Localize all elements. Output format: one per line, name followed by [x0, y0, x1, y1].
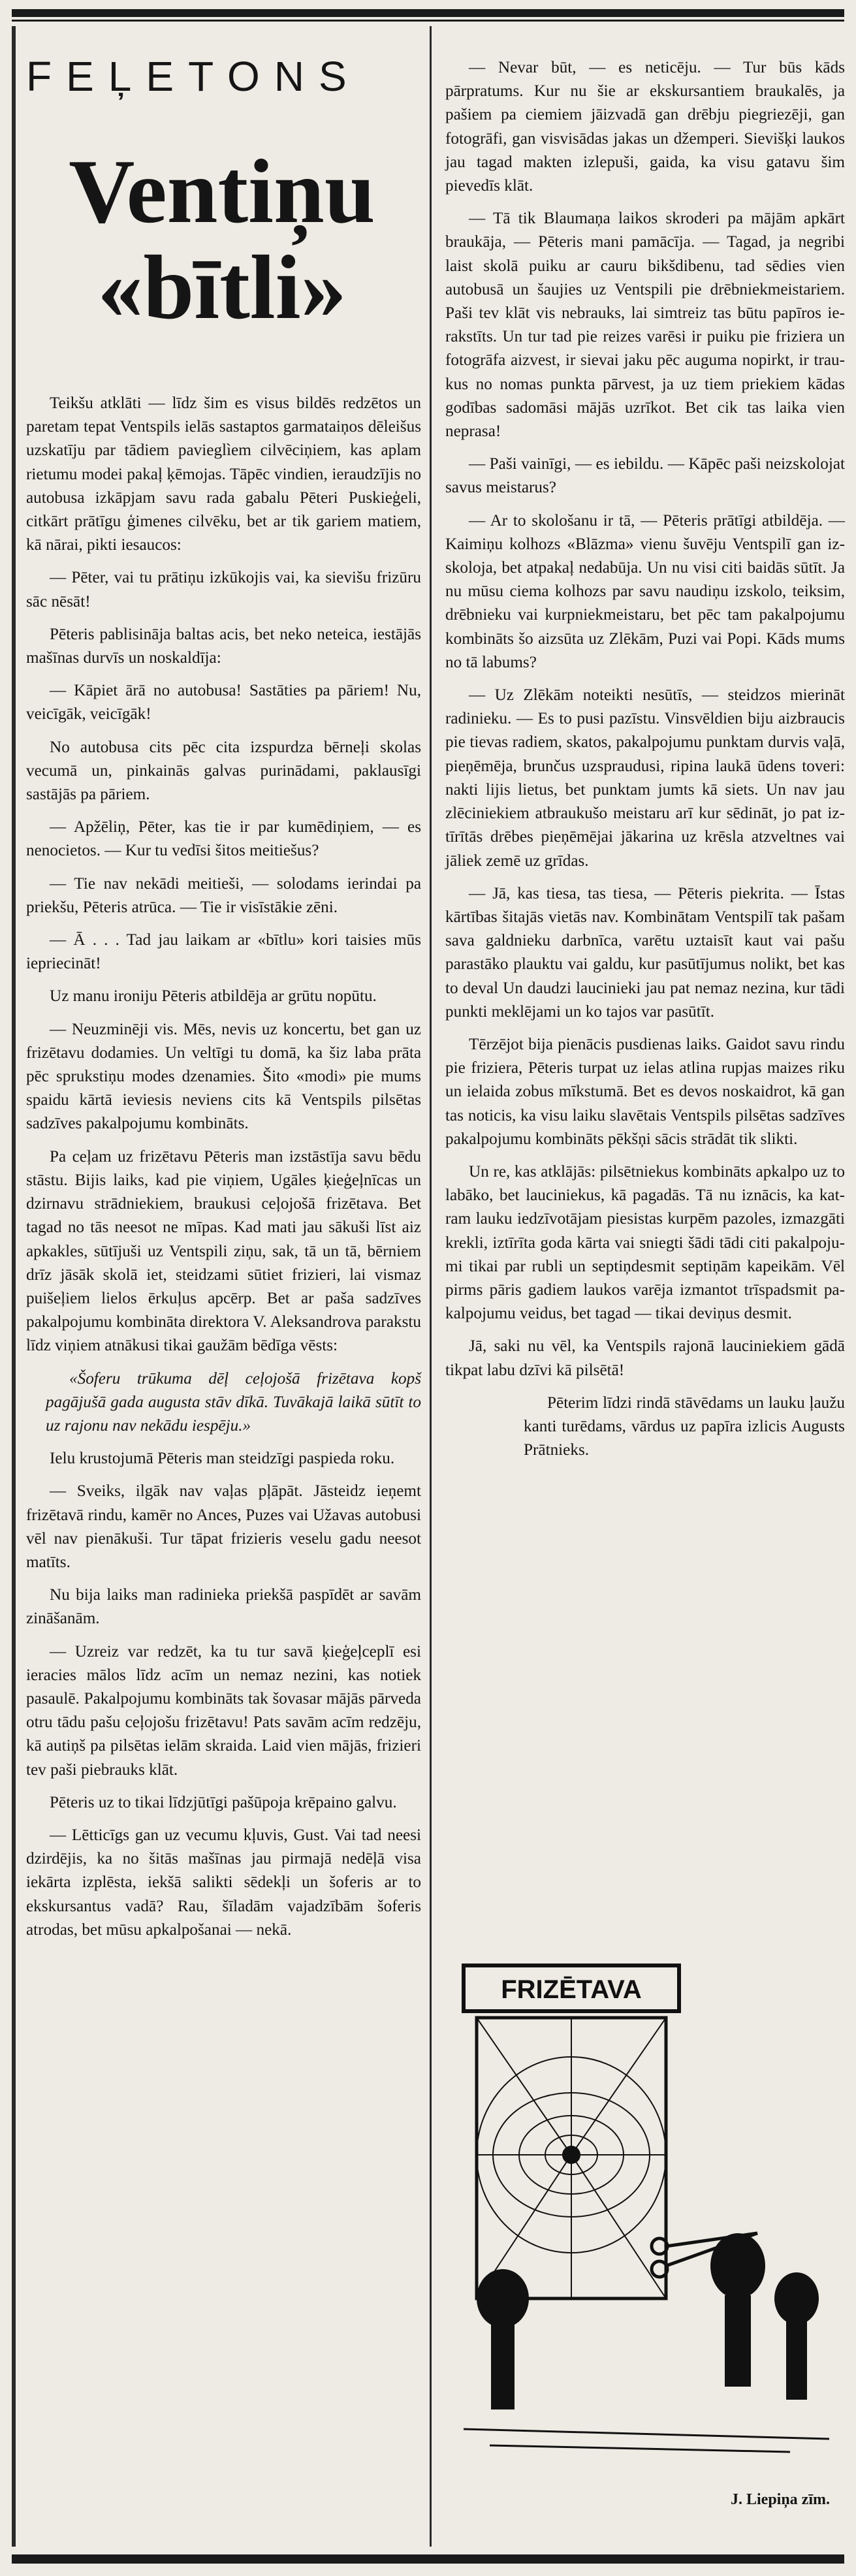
paragraph: Uz manu ironiju Pēteris atbildēja ar grūtu nopūtu.: [50, 987, 377, 1006]
column-divider: [430, 26, 432, 2547]
paragraph: — Lētticīgs gan uz vecumu kļuvis, Gust. Vai tad neesi dzirdējis, ka no šitās mašīnas jau pirmajā nedēļā visa iekārta izplēsta, iekšā salikti sēdekļi un šoferis ar to ekskursantus vadā? Rau, šīladām vajadzībām šoferis atrodas, bet mūsu apkalpošanai — nekā.: [26, 1826, 421, 1939]
right-column: [445, 56, 845, 1471]
paragraph: — Uz Zlēkām noteikti nesūtīs, — steidzos mierināt radinieku. — Es to pusi pazīstu. Vinsvēldien biju aizbraucis pie tievas radiem, skatos, pakalpojumu punktam durvis vaļā, pieņēmēja, brunčus uzspraudusi, ripina laukā ūdens toveri: nakti lijis lietus, bet punktam jumts kā siets. Un nav jau zlēciniekiem atbraukušo meistaru arī kur sēdināt, jo pat iztīrītās drēbes pieņēmējai jākarina uz krēsla atzveltnes vai jāliek zemē uz grīdas.: [445, 686, 845, 870]
title-line-1: Ventiņu: [69, 141, 375, 242]
frizetava-illustration: [451, 1959, 842, 2468]
paragraph: — Ar to skološanu ir tā, — Pēteris prātīgi atbildēja. — Kaimiņu kolhozs «Blāzma» vienu šuvēju Ventspilī gan izskoloja, bet atpakaļ nedabūja. Un nu visi citi baidās sūtīt. Ja nu mūsu ciema kolhozs par savu naudiņu izskolo, teiksim, drēbnieku vai kurpniekmeistaru, bet pēc tam pakalpojumu kombināts šo aizsūta uz Zlēkām, Puzi vai Popi. Kāds mums no tā labums?: [445, 511, 845, 671]
paragraph: — Nevar būt, — es neticēju. — Tur būs kāds pārpratums. Kur nu šie ar ekskursantiem braukalēs, ja pašiem pa ciemiem jāizvadā gan drēbju piegriezēji, gan fotogrāfi, gan visvisādas jakas un džemperi. Sievišķi laukos jau tagad makten izlepuši, gaida, ka visu gatavu šim pievedīs klāt.: [445, 59, 845, 195]
author-signoff: Pēterim līdzi rindā stāvēdams un lauku ļaužu kanti turēdams, vārdus uz papīra izlicis Augusts Prātnieks.: [524, 1393, 845, 1459]
paragraph: — Sveiks, ilgāk nav vaļas pļāpāt. Jāsteidz ieņemt frizētavā rindu, kamēr no Ances, Puzes vai Užavas autobusi vēl nav pienākuši. Tur tāpat frizieris veselu gadu neesot matīts.: [26, 1482, 421, 1571]
paragraph: Nu bija laiks man radinieka priekšā paspīdēt ar savām zināšanām.: [26, 1586, 421, 1628]
paragraph: Un re, kas atklājās: pilsētniekus kombināts apkalpo uz to labāko, bet lauciniekus, kā pagadās. Tā nu iznācis, ka katram lauku iedzīvotājam piesistas kurpēm pazoles, izmazgāti krekli, iztīrīta goda kārta vai sniegti šādi tādi citi pakalpojumi tikai par rubli un septiņdesmit septiņām kapeikām. Vēl pirms pāris gadiem laukos varēja izmantot trīspadsmit pakalpojumu veidus, bet tagad — tikai deviņus desmit.: [445, 1162, 845, 1323]
paragraph: Pēteris pablisināja baltas acis, bet neko neteica, iestājās mašīnas durvīs un noskaldīja:: [26, 625, 421, 667]
paragraph: Tērzējot bija pienācis pusdienas laiks. Gaidot savu rindu pie friziera, Pēteris turpat uz ielas atlina rupjas maizes riku un ielaida zobus mīkstumā. Bet es devos noskaidrot, kā gan tas noticis, ka visu laiku slavētais Ventspils pilsētas sadzīves pakalpojumu kombināts pēkšņi sācis strādāt tik slikti.: [445, 1035, 845, 1148]
paragraph: — Neuzminēji vis. Mēs, nevis uz koncertu, bet gan uz frizētavu dodamies. Un veltīgi tu domā, ka šiz laba prāta pēc sprukstiņu modes dzenamies. Šito «modi» pie mums spaidu kārtā ieviesis neviens cits kā Ventspils pilsētas sadzīves pakalpojumu kombināts.: [26, 1020, 421, 1133]
paragraph: Jā, saki nu vēl, ka Ventspils rajonā lauciniekiem gādā tikpat labu dzīvi kā pilsētā!: [445, 1337, 845, 1379]
paragraph: — Paši vainīgi, — es iebildu. — Kāpēc paši neizskolojat savus meistarus?: [445, 455, 845, 497]
paragraph: — Kāpiet ārā no autobusa! Sastāties pa pāriem! Nu, veicīgāk, veicīgāk!: [26, 682, 421, 724]
paragraph: — Ā . . . Tad jau laikam ar «bītlu» kori taisies mūs iepriecināt!: [26, 931, 421, 973]
paragraph: — Jā, kas tiesa, tas tiesa, — Pēteris piekrita. — Īstas kārtības šitajās vietās nav. Kombinātam Ventspilī tak pašam sava galdnieku darbnīca, varētu uztaisīt kaut vai pašu parastāko plauktu vai galdu, kur pasūtījumus nolikt, bet kas to deval Un daudzi lauciniekі jau pat nemaz nezina, kur tādi punkti meklējami un ko tajos var pasūtīt.: [445, 884, 845, 1021]
illustration-credit: J. Liepiņa zīm.: [730, 2491, 830, 2508]
sign-text: FRIZĒTAVA: [501, 1975, 642, 2004]
paragraph: Ielu krustojumā Pēteris man steidzīgi paspieda roku.: [50, 1450, 395, 1468]
spider-icon: [562, 2146, 580, 2164]
left-column: [26, 392, 421, 1951]
rubric-label: FEĻETONS: [26, 53, 361, 100]
paragraph: — Uzreiz var redzēt, ka tu tur savā ķieģeļceplī esi ieracies mālos līdz acīm un nemaz nezini, kas notiek pasaulē. Pakalpojumu kombināts tak šovasar mājās pārveda otru tādu pašu ceļojošu frizētavu! Pats savām acīm redzēju, kā autiņš pa pilsētas ielām skraida. Laid vien mājās, frizieri tev paši piebrauks klāt.: [26, 1642, 421, 1779]
paragraph: Teikšu atklāti — līdz šim es visus bildēs redzētos un paretam tepat Ventspils ielās sastaptos garmataiņos dēleišus uzskatīju par tādiem pavieglìem cilvēciņiem, kas aplam rietumu modei pakaļ ķēmojas. Tāpēc vindien, ieraudzījis no autobusa izkāpjam savu rada gabalu Pēteri Puskieģeli, citkārt prātīgu ģimenes cilvēku, bet ar tik gariem matiem, kā nārai, pikti iesaucos:: [26, 394, 421, 554]
paragraph: — Tie nav nekādi meitieši, — solodams ierindai pa priekšu, Pēteris atrūca. — Tie ir visīstākie zēni.: [26, 874, 421, 916]
left-frame-line: [12, 26, 16, 2547]
paragraph: Pa ceļam uz frizētavu Pēteris man izstāstīja savu bēdu stāstu. Bijis laiks, kad pie viņiem, Ugāles ķieģeļnīcas un dzirnavu strādniekiem, braukusi ceļojošā frizētava. Bet tagad no tās neesot ne mīpas. Kad mati jau sākuši līst aiz apkakles, sūtījuši uz Ventspili ziņu, sak, tā un tā, bērniem drīz jāsāk skolā iet, steidzami sūtiet frizieri, lai vismaz puišeļiem lielos ērkuļus apcērp. Bet ar paša sadzīves pakalpojumu kombināta direktora V. Aleksandrova parakstu līdz viņiem atnākusi tikai gaužām bēdīga vēsts:: [26, 1147, 421, 1355]
paragraph: — Pēter, vai tu prātiņu izkūkojis vai, ka sievišu frizūru sāc nēsāt!: [26, 569, 421, 611]
paragraph: No autobusa cits pēc cita izspurdza bērneļi skolas vecumā un, pinkainās galvas purinādami, paklausīgi sastājās pa pāriem.: [26, 738, 421, 804]
top-rule: [12, 9, 844, 17]
article-title: [26, 141, 418, 338]
paragraph: — Tā tik Blaumaņa laikos skroderi pa mājām apkārt braukāja, — Pēteris mani pamācīja. — Tagad, ja negribi laist skolā puiku ar cauru bikšdibenu, tad sēdies vien autobusā un šaujies uz Ventspili pie drēbniekmeistariem. Paši tev klāt vis nebrauks, lai simtreiz tas būtu papīros ierakstīts. Un tur tad pie reizes varēsi ir puiku pie friziera un fotogrāfa aizvest, ir sievai jaku pēc auguma nopirkt, ir traukus no nomas punkta pārvest, ja uz tiem priekiem kādas godības sadomāsi mājās uzrīkot. Bet cik tas laika vien neprasa!: [445, 210, 845, 441]
title-line-2: «bītli»: [97, 237, 347, 338]
top-rule-thin: [12, 20, 844, 22]
quoted-notice: «Šoferu trūkuma dēļ ceļojošā frizētava kopš pagājušā gada augusta stāv dīkā. Tuvākajā laikā sūtīt to uz rajonu nav nekādu iespēju.»: [46, 1369, 421, 1435]
paragraph: — Apžēliņ, Pēter, kas tie ir par kumēdiņiem, — es nenocietos. — Kur tu vedīsi šitos meitiešus?: [26, 818, 421, 860]
bottom-rule: [12, 2554, 844, 2564]
paragraph: Pēteris uz to tikai līdzjūtīgi pašūpoja krēpaino galvu.: [50, 1793, 397, 1811]
